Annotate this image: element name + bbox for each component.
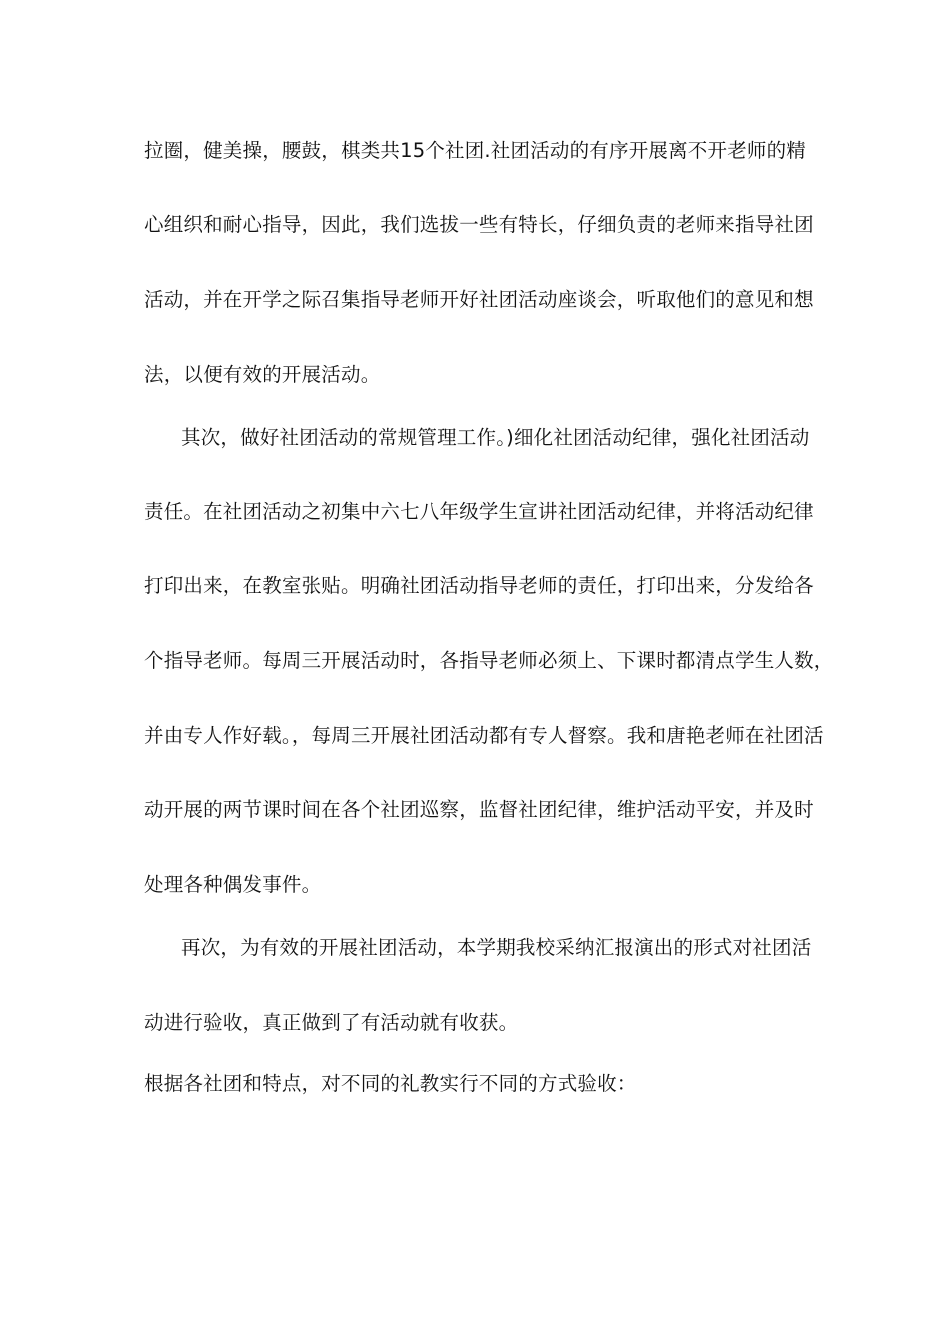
paragraph-line: 动开展的两节课时间在各个社团巡察，监督社团纪律，维护活动平安，并及时 — [144, 798, 814, 821]
paragraph-line: 责任。在社团活动之初集中六七八年级学生宣讲社团活动纪律，并将活动纪律 — [144, 500, 814, 523]
paragraph-line: 个指导老师。每周三开展活动时，各指导老师必须上、下课时都清点学生人数， — [144, 649, 834, 672]
paragraph-line: 并由专人作好载。，每周三开展社团活动都有专人督察。我和唐艳老师在社团活 — [144, 724, 824, 747]
paragraph-line: 再次，为有效的开展社团活动，本学期我校采纳汇报演出的形式对社团活 — [181, 936, 812, 959]
paragraph-line: 动进行验收，真正做到了有活动就有收获。 — [144, 1011, 519, 1034]
paragraph-line: 活动，并在开学之际召集指导老师开好社团活动座谈会，听取他们的意见和想 — [144, 288, 814, 311]
paragraph-line: 处理各种偶发事件。 — [144, 873, 322, 896]
paragraph-line: 其次，做好社团活动的常规管理工作。)细化社团活动纪律，强化社团活动 — [181, 426, 810, 449]
paragraph-line: 打印出来，在教室张贴。明确社团活动指导老师的责任，打印出来，分发给各 — [144, 574, 814, 597]
paragraph-line: 拉圈，健美操，腰鼓，棋类共15个社团.社团活动的有序开展离不开老师的精 — [144, 139, 807, 162]
paragraph-line: 心组织和耐心指导，因此，我们选拔一些有特长，仔细负责的老师来指导社团 — [144, 213, 814, 236]
paragraph-line: 根据各社团和特点，对不同的礼教实行不同的方式验收： — [144, 1072, 637, 1095]
paragraph-line: 法，以便有效的开展活动。 — [144, 363, 381, 386]
